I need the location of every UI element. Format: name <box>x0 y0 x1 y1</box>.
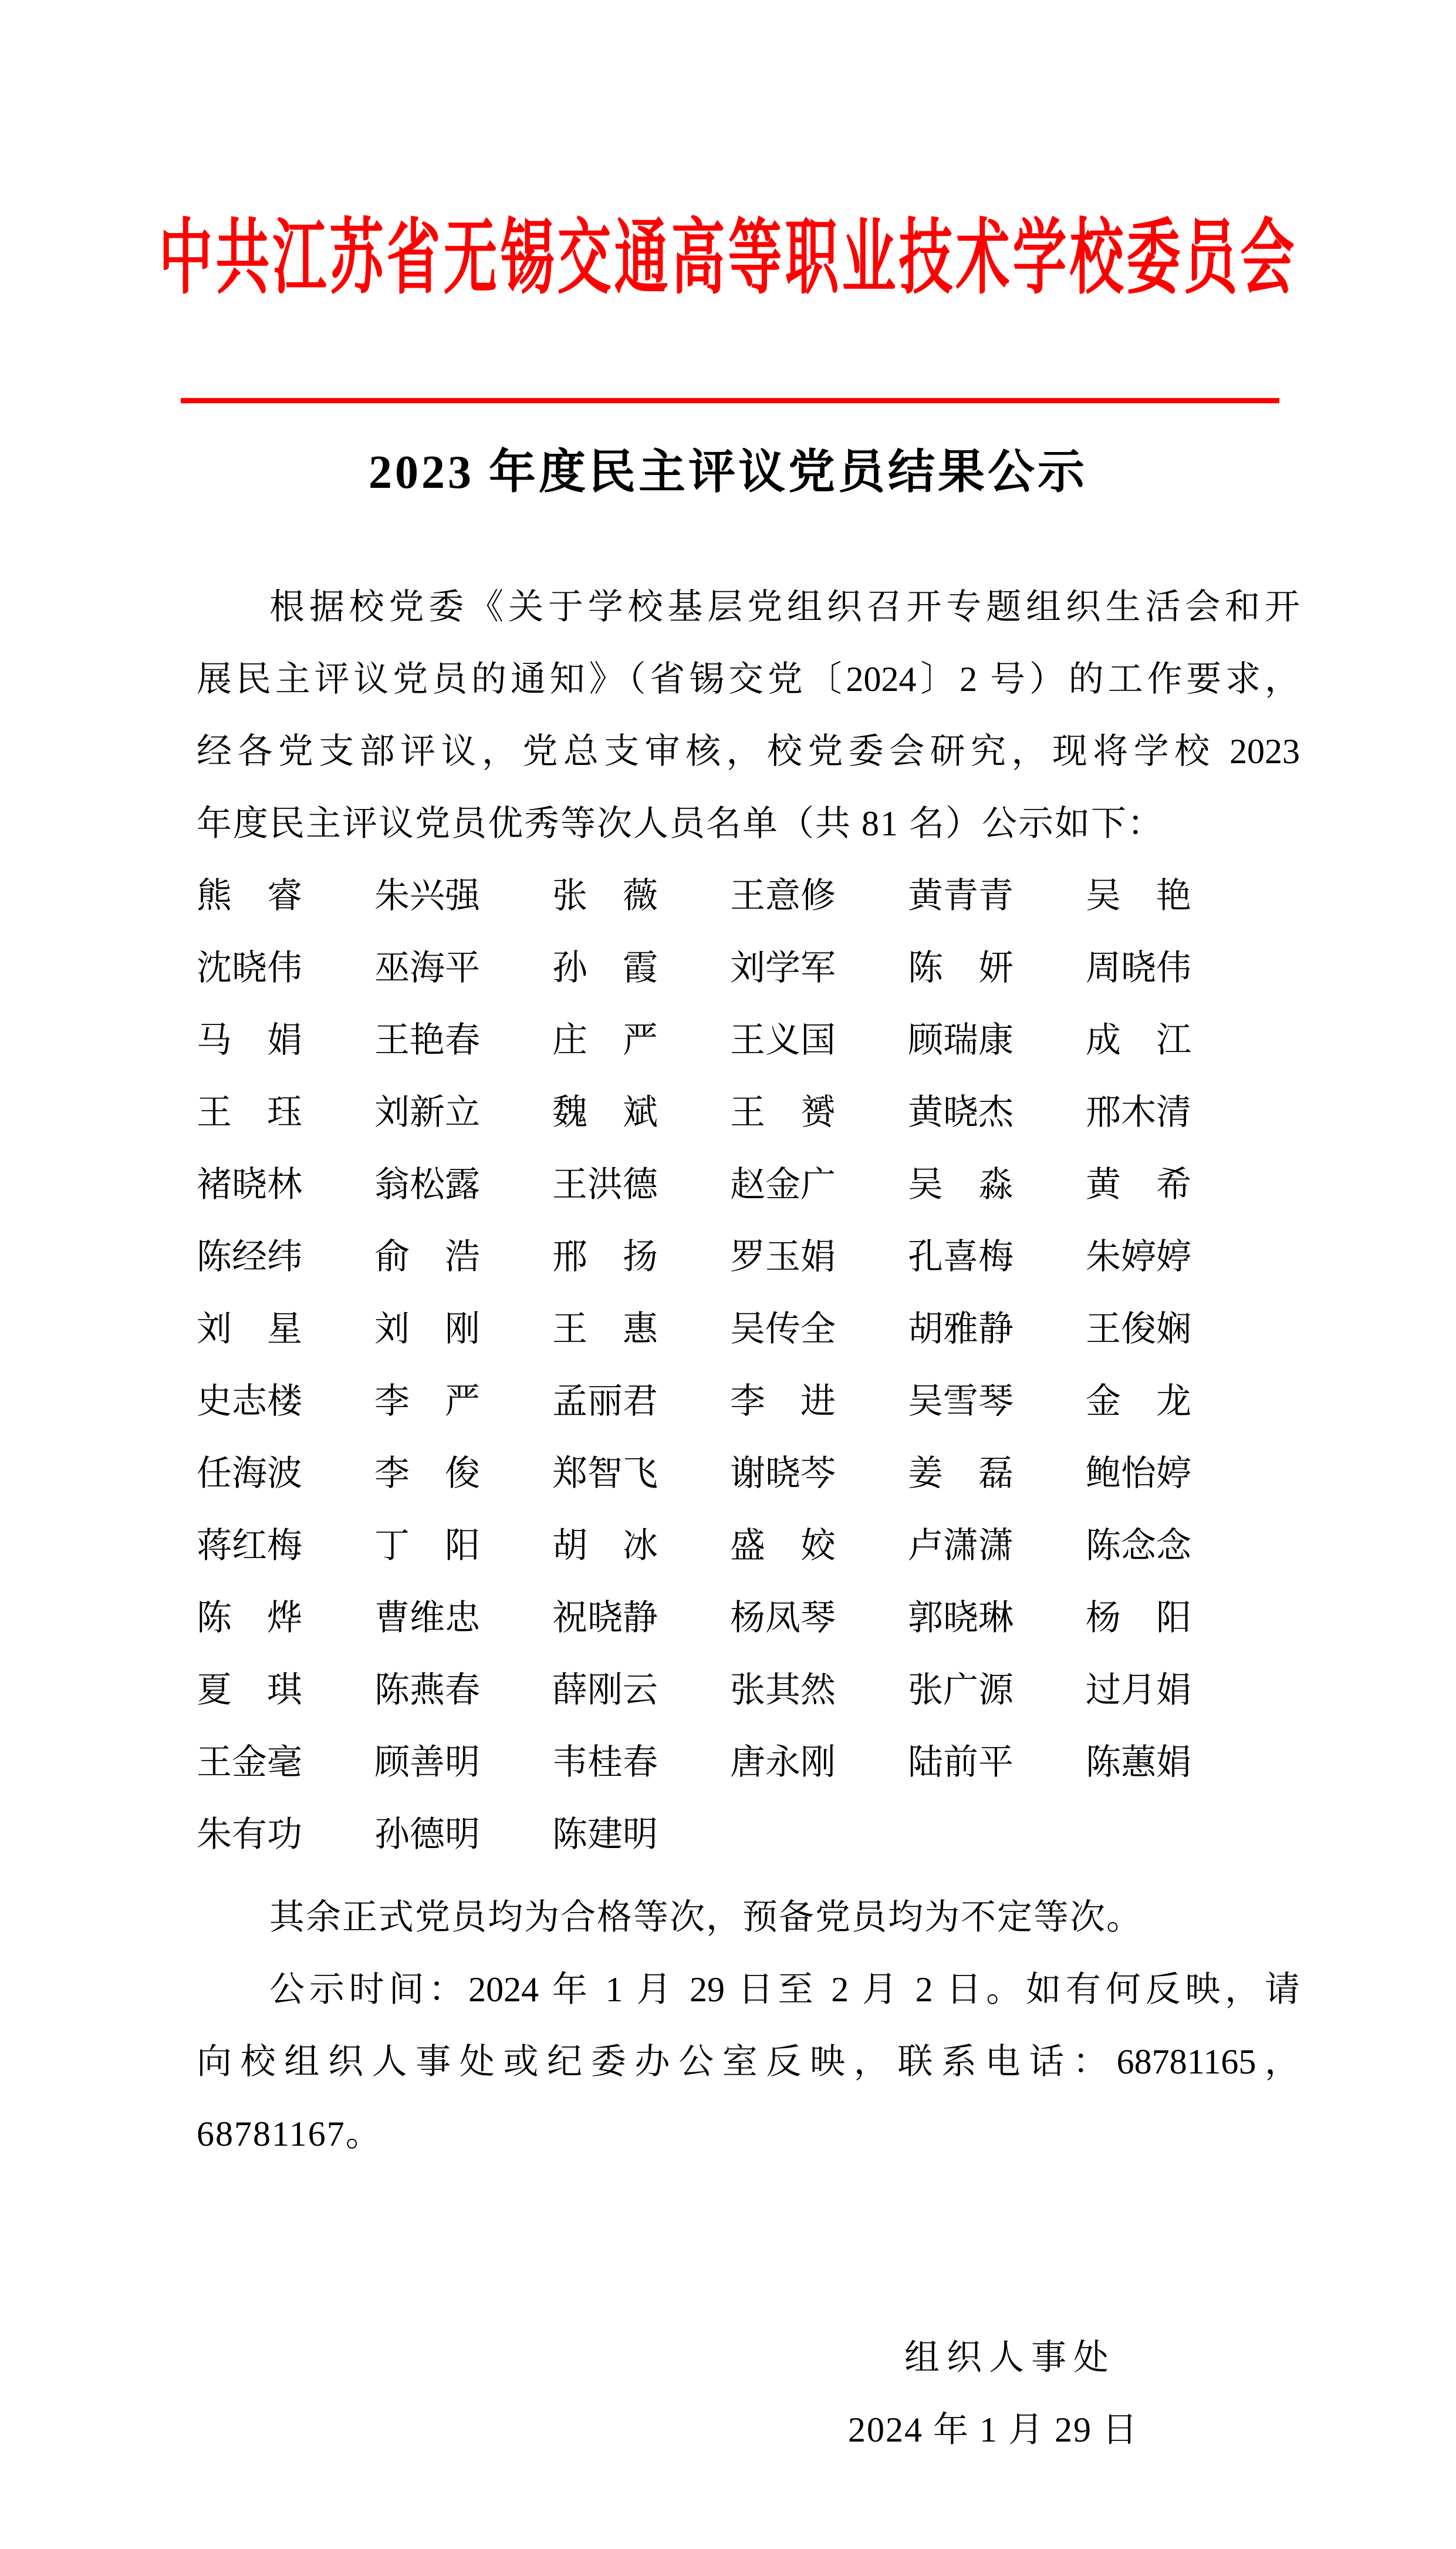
honoree-name: 张 薇 <box>552 876 658 915</box>
honoree-name: 顾善明 <box>374 1743 480 1782</box>
paragraph-3-line-1: 公示时间：2024 年 1 月 29 日至 2 月 2 日。如有何反映，请 <box>269 1970 1300 2009</box>
letterhead-rule <box>181 398 1279 403</box>
honoree-name: 胡 冰 <box>552 1526 658 1565</box>
name-row <box>197 1654 1300 1727</box>
honoree-name: 韦桂春 <box>552 1743 658 1782</box>
honoree-name: 杨凤琴 <box>730 1599 836 1637</box>
honoree-name: 曹维忠 <box>374 1599 480 1637</box>
honoree-name: 孟丽君 <box>552 1382 658 1421</box>
honoree-name: 褚晓林 <box>197 1165 302 1204</box>
honoree-name: 李 进 <box>730 1382 836 1421</box>
honoree-name: 盛 姣 <box>730 1526 836 1565</box>
name-row <box>197 1799 1300 1871</box>
honoree-name: 俞 浩 <box>374 1238 480 1276</box>
paragraph-1-line-3: 经各党支部评议，党总支审核，校党委会研究，现将学校 2023 <box>197 732 1300 771</box>
honoree-name: 王洪德 <box>552 1165 658 1204</box>
honoree-name-grid <box>197 860 1300 1871</box>
honoree-name: 史志楼 <box>197 1382 302 1421</box>
honoree-name: 王意修 <box>730 876 836 915</box>
name-row <box>197 860 1300 932</box>
honoree-name: 陈经纬 <box>197 1238 302 1276</box>
honoree-name: 唐永刚 <box>730 1743 836 1782</box>
paragraph-1-line-4: 年度民主评议党员优秀等次人员名单（共 81 名）公示如下： <box>197 804 1164 843</box>
doc-body <box>197 571 1300 2170</box>
honoree-name: 邢木清 <box>1086 1093 1191 1132</box>
honoree-name: 金 龙 <box>1086 1382 1191 1421</box>
signature-date: 2024 年 1 月 29 日 <box>848 2410 1139 2449</box>
honoree-name: 朱婷婷 <box>1086 1238 1191 1276</box>
honoree-name: 熊 睿 <box>197 876 302 915</box>
honoree-name: 姜 磊 <box>908 1454 1014 1493</box>
honoree-name: 陈 妍 <box>908 949 1014 987</box>
honoree-name: 黄青青 <box>908 876 1014 915</box>
honoree-name: 陆前平 <box>908 1743 1014 1782</box>
name-row <box>197 932 1300 1004</box>
honoree-name: 周晓伟 <box>1086 949 1191 987</box>
honoree-name: 杨 阳 <box>1086 1599 1191 1637</box>
honoree-name: 王金毫 <box>197 1743 302 1782</box>
paragraph-1-line-2: 展民主评议党员的通知》（省锡交党〔2024〕2 号）的工作要求， <box>197 660 1300 699</box>
honoree-name: 朱兴强 <box>374 876 480 915</box>
honoree-name: 朱有功 <box>197 1815 302 1854</box>
honoree-name: 孔喜梅 <box>908 1238 1014 1276</box>
honoree-name: 王艳春 <box>374 1021 480 1060</box>
honoree-name: 马 娟 <box>197 1021 302 1060</box>
name-row <box>197 1077 1300 1149</box>
paragraph-3-line-3: 68781167。 <box>197 2115 382 2153</box>
honoree-name: 王 惠 <box>552 1310 658 1348</box>
paragraph-1-line-1: 根据校党委《关于学校基层党组织召开专题组织生活会和开 <box>269 588 1300 626</box>
honoree-name: 陈 烨 <box>197 1599 302 1637</box>
honoree-name: 吴传全 <box>730 1310 836 1348</box>
honoree-name: 李 严 <box>374 1382 480 1421</box>
paragraph-2: 其余正式党员均为合格等次，预备党员均为不定等次。 <box>269 1898 1143 1937</box>
name-row <box>197 1582 1300 1654</box>
honoree-name: 罗玉娟 <box>730 1238 836 1276</box>
name-row <box>197 1727 1300 1799</box>
honoree-name: 陈念念 <box>1086 1526 1191 1565</box>
honoree-name: 王 珏 <box>197 1093 302 1132</box>
honoree-name: 王 赟 <box>730 1093 836 1132</box>
honoree-name: 张广源 <box>908 1671 1014 1710</box>
honoree-name: 陈蕙娟 <box>1086 1743 1191 1782</box>
honoree-name: 李 俊 <box>374 1454 480 1493</box>
paragraph-3-line-2: 向校组织人事处或纪委办公室反映，联系电话：68781165， <box>197 2042 1300 2081</box>
honoree-name: 郭晓琳 <box>908 1599 1014 1637</box>
honoree-name: 魏 斌 <box>552 1093 658 1132</box>
honoree-name: 刘新立 <box>374 1093 480 1132</box>
honoree-name: 过月娟 <box>1086 1671 1191 1710</box>
honoree-name: 祝晓静 <box>552 1599 658 1637</box>
name-row <box>197 1438 1300 1510</box>
honoree-name: 王俊娴 <box>1086 1310 1191 1348</box>
honoree-name: 黄晓杰 <box>908 1093 1014 1132</box>
honoree-name: 王义国 <box>730 1021 836 1060</box>
honoree-name: 郑智飞 <box>552 1454 658 1493</box>
honoree-name: 庄 严 <box>552 1021 658 1060</box>
honoree-name: 孙 霞 <box>552 949 658 987</box>
honoree-name: 鲍怡婷 <box>1086 1454 1191 1493</box>
honoree-name: 薛刚云 <box>552 1671 658 1710</box>
honoree-name: 吴 艳 <box>1086 876 1191 915</box>
honoree-name: 黄 希 <box>1086 1165 1191 1204</box>
honoree-name: 吴 淼 <box>908 1165 1014 1204</box>
honoree-name: 孙德明 <box>374 1815 480 1854</box>
honoree-name: 巫海平 <box>374 949 480 987</box>
honoree-name: 谢晓芩 <box>730 1454 836 1493</box>
honoree-name: 陈建明 <box>552 1815 658 1854</box>
name-row <box>197 1293 1300 1365</box>
honoree-name: 成 江 <box>1086 1021 1191 1060</box>
signature-org: 组织人事处 <box>904 2338 1116 2377</box>
honoree-name: 蒋红梅 <box>197 1526 302 1565</box>
name-row <box>197 1510 1300 1582</box>
honoree-name: 顾瑞康 <box>908 1021 1014 1060</box>
honoree-name: 翁松露 <box>374 1165 480 1204</box>
honoree-name: 丁 阳 <box>374 1526 480 1565</box>
name-row <box>197 1004 1300 1077</box>
honoree-name: 卢潇潇 <box>908 1526 1014 1565</box>
honoree-name: 张其然 <box>730 1671 836 1710</box>
honoree-name: 邢 扬 <box>552 1238 658 1276</box>
letterhead-title: 中共江苏省无锡交通高等职业技术学校委员会 <box>158 213 1298 304</box>
honoree-name: 刘 星 <box>197 1310 302 1348</box>
honoree-name: 夏 琪 <box>197 1671 302 1710</box>
honoree-name: 胡雅静 <box>908 1310 1014 1348</box>
name-row <box>197 1365 1300 1438</box>
honoree-name: 赵金广 <box>730 1165 836 1204</box>
honoree-name: 刘学军 <box>730 949 836 987</box>
name-row <box>197 1221 1300 1293</box>
name-row <box>197 1149 1300 1221</box>
doc-title: 2023 年度民主评议党员结果公示 <box>369 447 1087 498</box>
honoree-name: 刘 刚 <box>374 1310 480 1348</box>
honoree-name: 陈燕春 <box>374 1671 480 1710</box>
honoree-name: 沈晓伟 <box>197 949 302 987</box>
honoree-name: 吴雪琴 <box>908 1382 1014 1421</box>
honoree-name: 任海波 <box>197 1454 302 1493</box>
